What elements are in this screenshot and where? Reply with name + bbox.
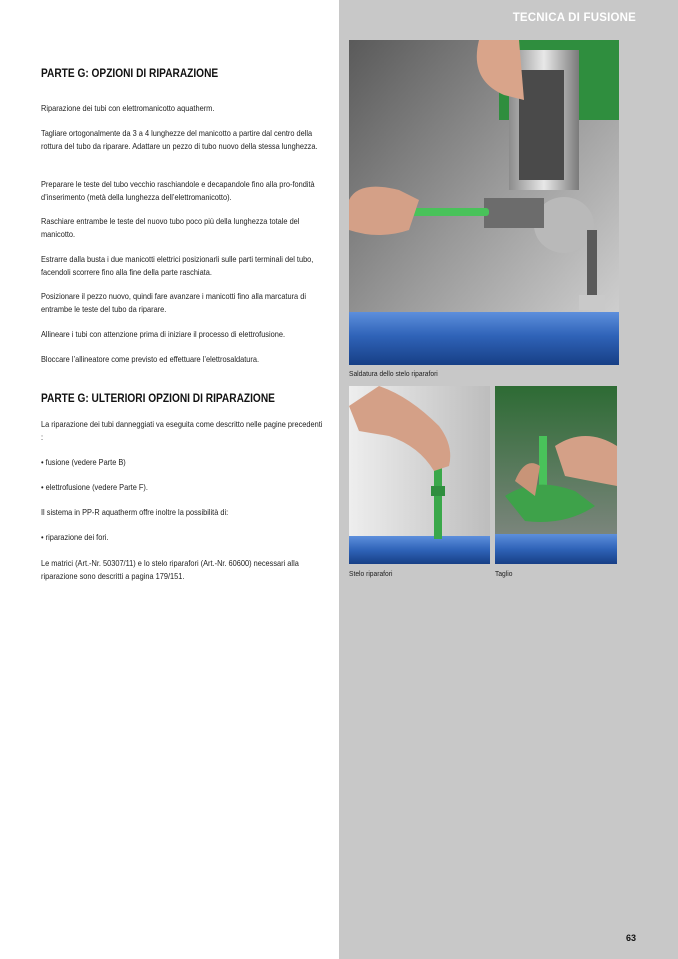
section1-paragraph-1: Riparazione dei tubi con elettromanicotto aquatherm. (41, 103, 215, 113)
section2-paragraph-3: Le matrici (Art.-Nr. 50307/11) e lo stelo riparafori (Art.-Nr. 60600) necessari alla riparazione sono descritti a pagina 179/151. (41, 558, 299, 581)
section1-paragraph-6: Posizionare il pezzo nuovo, quindi fare avanzare i manicotti fino alla marcatura di entrambe le teste del tubo da riparare. (41, 291, 306, 314)
section1-title: PARTE G: OPZIONI DI RIPARAZIONE (41, 66, 219, 80)
section1-paragraph-3: Preparare le teste del tubo vecchio raschiandole e decapandole fino alla pro-fondità d’inserimento (metà della lunghezza dell’elettromanicotto). (41, 179, 315, 202)
section2-bullet-fusion: • fusione (vedere Parte B) (41, 457, 126, 467)
caption-right-photo: Taglio (495, 569, 513, 578)
section1-paragraph-2: Tagliare ortogonalmente da 3 a 4 lunghezze del manicotto a partire dal centro della rottura del tubo da riparare. Adattare un pezzo di tubo nuovo della stessa lunghezza. (41, 128, 318, 151)
photo-cutting (495, 386, 617, 564)
section-label: TECNICA DI FUSIONE (512, 12, 636, 24)
section1-paragraph-7: Allineare i tubi con attenzione prima di iniziare il processo di elettrofusione. (41, 329, 286, 339)
section2-title: PARTE G: ULTERIORI OPZIONI DI RIPARAZIONE (41, 391, 275, 405)
photo-welding-stem (349, 40, 619, 365)
section2-bullet-electrofusion: • elettrofusione (vedere Parte F). (41, 482, 148, 492)
photo-repair-stem (349, 386, 490, 564)
caption-left-photo: Stelo riparafori (349, 569, 393, 578)
section1-paragraph-4: Raschiare entrambe le teste del nuovo tubo poco più della lunghezza totale del manicotto. (41, 216, 300, 239)
page-number: 63 (625, 933, 636, 943)
section1-paragraph-5: Estrarre dalla busta i due manicotti elettrici posizionarli sulle parti terminali del tubo, facendoli scorrere fino alla fine della parte raschiata. (41, 254, 314, 277)
caption-main-photo: Saldatura dello stelo riparafori (349, 369, 438, 378)
section1-paragraph-8: Bloccare l’allineatore come previsto ed effettuare l’elettrosaldatura. (41, 354, 260, 364)
section2-paragraph-2: Il sistema in PP-R aquatherm offre inoltre la possibilità di: (41, 507, 229, 517)
section2-bullet-holes: • riparazione dei fori. (41, 532, 109, 542)
section2-paragraph-1: La riparazione dei tubi danneggiati va eseguita come descritto nelle pagine precedenti : (41, 419, 323, 442)
